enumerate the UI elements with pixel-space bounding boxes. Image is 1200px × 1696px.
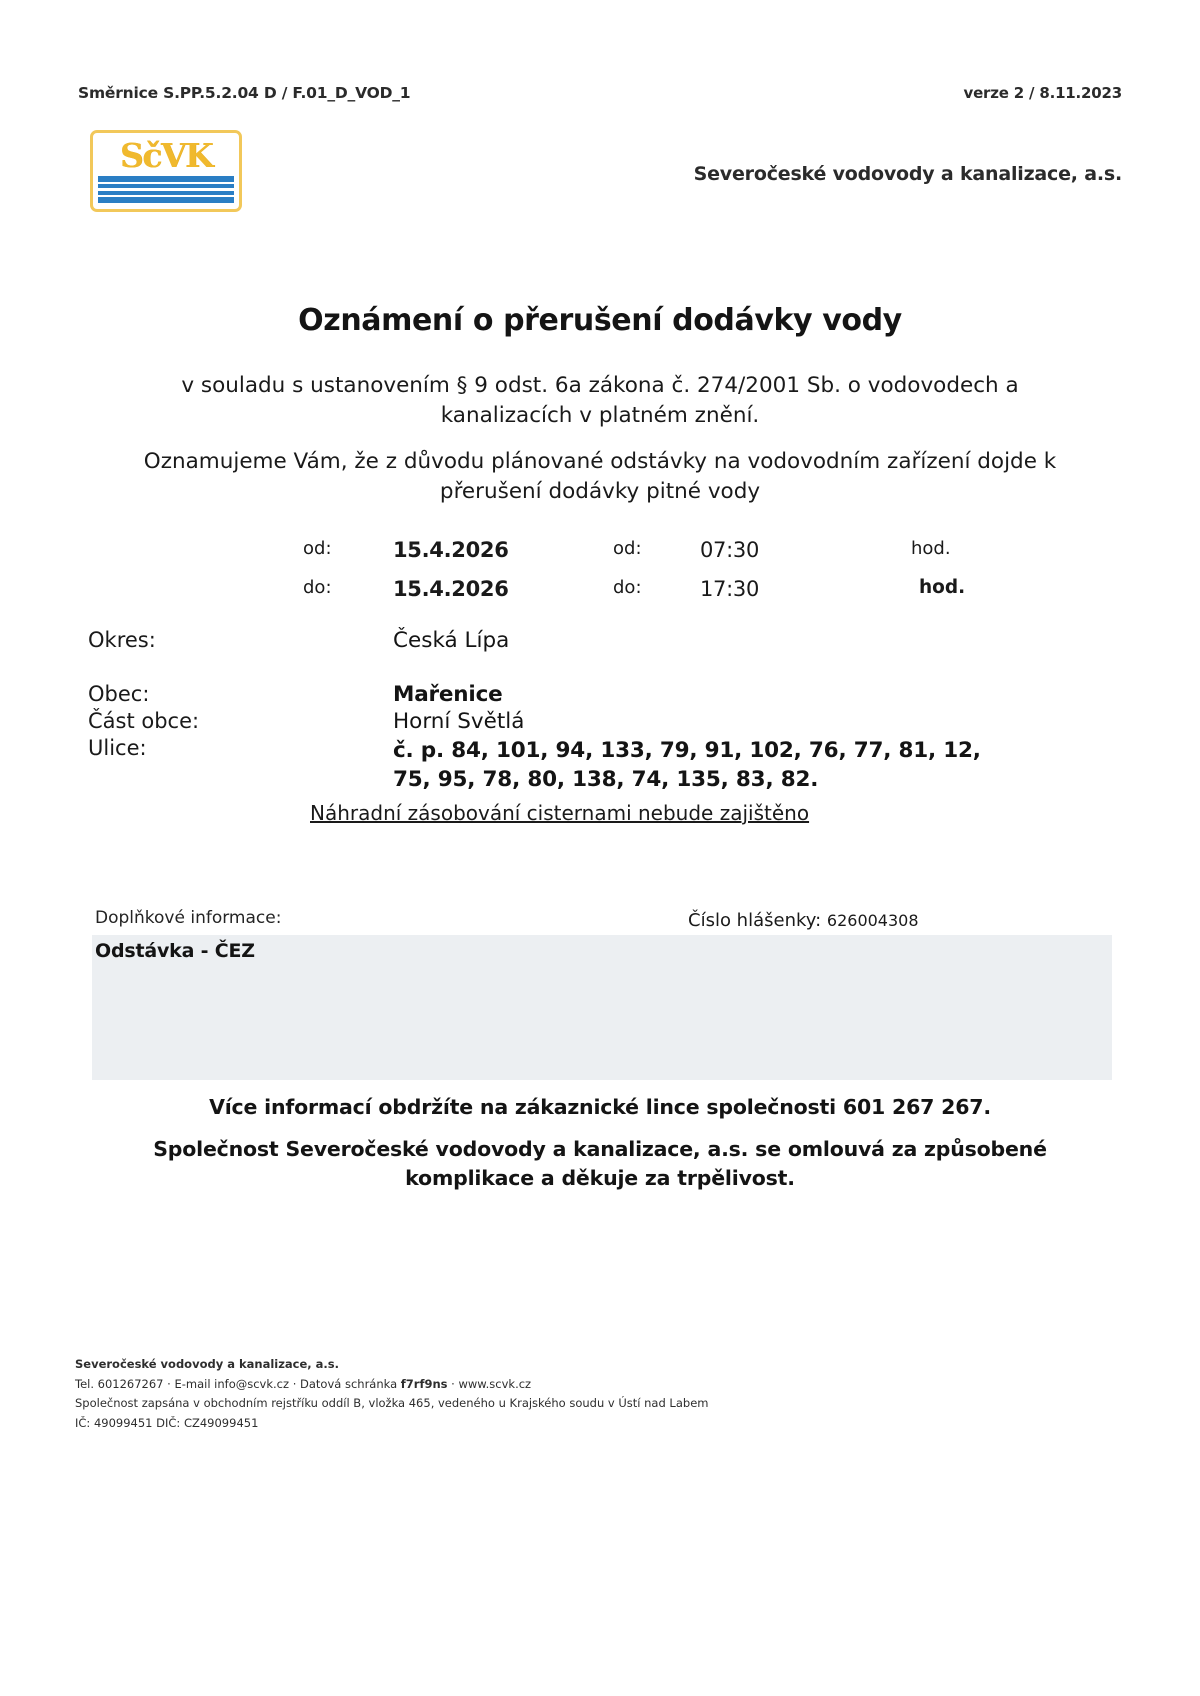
- footer-databox-id: f7rf9ns: [400, 1376, 448, 1391]
- directive-reference: Směrnice S.PP.5.2.04 D / F.01_D_VOD_1: [78, 84, 411, 102]
- scvk-logo-icon: [90, 130, 242, 212]
- document-header: [78, 84, 1122, 102]
- logo-stripe: [98, 197, 234, 203]
- to-time-value: 17:30: [700, 577, 760, 601]
- schedule-row-from: [0, 538, 1200, 577]
- to-time-label: do:: [613, 577, 642, 598]
- apology-notice: Společnost Severočeské vodovody a kanalizace, a.s. se omlouvá za způsobené komplikace a děkuje za trpělivost.: [153, 1137, 1047, 1190]
- logo-wordmark: SčVK: [119, 136, 213, 175]
- report-number-value: 626004308: [826, 911, 919, 930]
- to-date-value: 15.4.2026: [393, 577, 509, 601]
- from-time-value: 07:30: [700, 538, 760, 562]
- schedule-row-to: [0, 577, 1200, 616]
- footer-ids-line: IČ: 49099451 DIČ: CZ49099451: [75, 1415, 259, 1430]
- company-name: Severočeské vodovody a kanalizace, a.s.: [693, 163, 1122, 185]
- supplementary-info-value: Odstávka - ČEZ: [95, 940, 255, 962]
- from-date-label: od:: [303, 538, 332, 559]
- logo-stripes: [98, 176, 234, 205]
- cast-obce-label: Část obce:: [88, 709, 200, 733]
- address-row-cast-obce: [0, 709, 1200, 736]
- version-info: verze 2 / 8.11.2023: [963, 84, 1122, 102]
- address-block: [0, 628, 1200, 796]
- address-row-okres: [0, 628, 1200, 682]
- from-time-unit: hod.: [911, 538, 951, 559]
- intro-paragraph-legal: v souladu s ustanovením § 9 odst. 6a zákona č. 274/2001 Sb. o vodovodech a kanalizacích v platném znění.: [181, 373, 1019, 428]
- to-time-unit: hod.: [919, 577, 966, 598]
- okres-value: Česká Lípa: [393, 628, 510, 653]
- substitute-supply-notice: Náhradní zásobování cisternami nebude zajištěno: [310, 801, 810, 825]
- okres-label: Okres:: [88, 628, 156, 652]
- footer-contact-a: Tel. 601267267 · E-mail info@scvk.cz · Datová schránka: [75, 1376, 401, 1391]
- schedule-table: [0, 538, 1200, 616]
- logo-stripe: [98, 191, 234, 195]
- document-footer: [75, 1355, 708, 1433]
- from-time-label: od:: [613, 538, 642, 559]
- from-date-value: 15.4.2026: [393, 538, 509, 562]
- supplementary-info-label: Doplňkové informace:: [95, 908, 282, 928]
- intro-paragraph-notice: Oznamujeme Vám, že z důvodu plánované odstávky na vodovodním zařízení dojde k přerušení dodávky pitné vody: [143, 449, 1057, 504]
- address-row-ulice: [0, 736, 1200, 796]
- address-row-obec: [0, 682, 1200, 709]
- page-title: Oznámení o přerušení dodávky vody: [298, 303, 902, 338]
- footer-company-name: Severočeské vodovody a kanalizace, a.s.: [75, 1357, 340, 1371]
- footer-contact-c: · www.scvk.cz: [447, 1376, 532, 1391]
- report-number-label: Číslo hlášenky:: [688, 910, 822, 931]
- cast-obce-value: Horní Světlá: [393, 709, 525, 734]
- ulice-value: č. p. 84, 101, 94, 133, 79, 91, 102, 76, 77, 81, 12, 75, 95, 78, 80, 138, 74, 135, 83, 82.: [393, 738, 981, 792]
- logo-stripe: [98, 176, 234, 182]
- ulice-label: Ulice:: [88, 736, 147, 760]
- footer-registration-line: Společnost zapsána v obchodním rejstříku oddíl B, vložka 465, vedeného u Krajského soudu v Ústí nad Labem: [75, 1396, 709, 1410]
- report-number-block: [688, 910, 919, 931]
- customer-line-notice: Více informací obdržíte na zákaznické lince společnosti 601 267 267.: [209, 1095, 991, 1119]
- logo-stripe: [98, 184, 234, 188]
- obec-label: Obec:: [88, 682, 150, 706]
- to-date-label: do:: [303, 577, 332, 598]
- footer-contact-line: [75, 1375, 708, 1395]
- obec-value: Mařenice: [393, 682, 503, 707]
